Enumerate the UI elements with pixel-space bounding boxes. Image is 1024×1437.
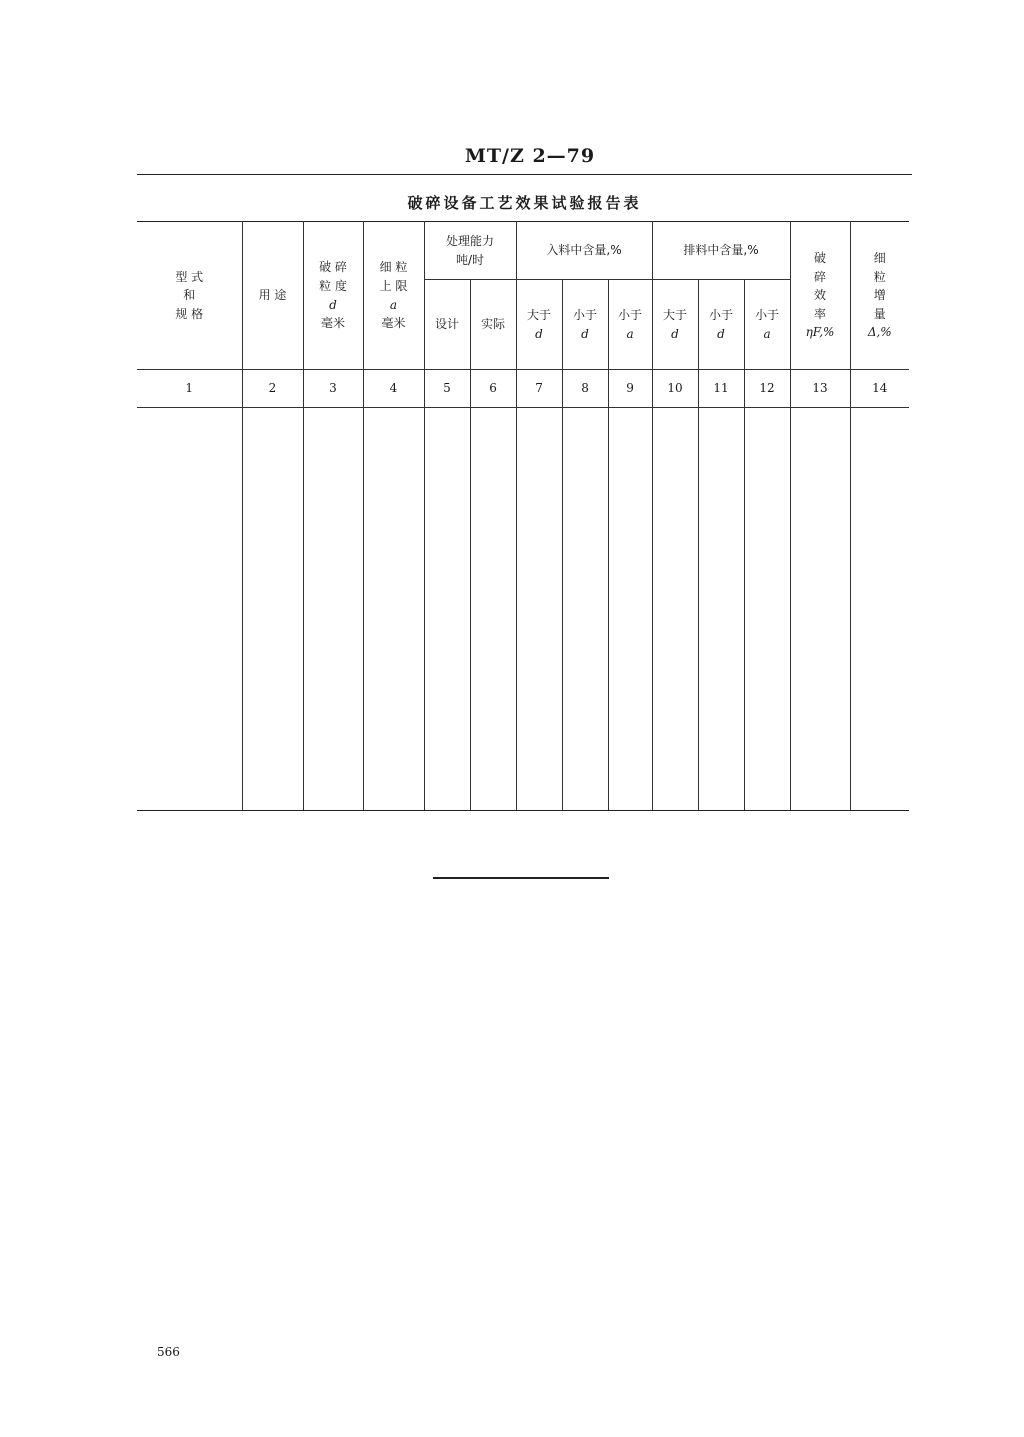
empty-cell	[850, 408, 909, 811]
symbol-d: d	[717, 326, 725, 341]
discharge-lt-a	[744, 280, 790, 370]
symbol-d: d	[535, 326, 543, 341]
header-feed-content	[516, 222, 652, 280]
report-table	[137, 221, 909, 811]
lt-label: 小于	[709, 307, 734, 322]
column-number: 5	[424, 370, 470, 408]
symbol-a: a	[763, 326, 771, 341]
lt-label: 小于	[618, 307, 643, 322]
column-number: 14	[850, 370, 909, 408]
feed-gt-d	[516, 280, 562, 370]
discharge-content-label: 排料中含量,%	[683, 243, 759, 258]
empty-cell	[516, 408, 562, 811]
empty-cell	[424, 408, 470, 811]
table-title: 破碎设备工艺效果试验报告表	[407, 194, 642, 212]
symbol-a: a	[389, 297, 398, 312]
header-fines-limit	[363, 222, 424, 370]
actual-label: 实际	[481, 317, 506, 332]
header-capacity	[424, 222, 516, 280]
column-number: 6	[470, 370, 516, 408]
feed-lt-a	[608, 280, 652, 370]
symbol-delta: Δ,%	[867, 325, 892, 340]
empty-cell	[562, 408, 608, 811]
column-number: 4	[363, 370, 424, 408]
crush-label: 破 碎	[319, 260, 347, 275]
char: 碎	[814, 269, 827, 284]
symbol-d: d	[581, 326, 589, 341]
feed-content-label: 入料中含量,%	[546, 243, 622, 258]
column-number: 12	[744, 370, 790, 408]
upper-limit-label: 上 限	[379, 278, 408, 293]
char: 粒	[873, 269, 886, 284]
gt-label: 大于	[663, 307, 688, 322]
discharge-lt-d	[698, 280, 744, 370]
header-design	[424, 280, 470, 370]
unit-mm: 毫米	[381, 316, 406, 331]
gt-label: 大于	[527, 307, 552, 322]
feed-lt-d	[562, 280, 608, 370]
header-crush-size	[303, 222, 363, 370]
lt-label: 小于	[573, 307, 598, 322]
header-fines-increase	[850, 222, 909, 370]
char: 增	[873, 288, 886, 303]
design-label: 设计	[434, 317, 459, 332]
data-entry-row	[137, 408, 909, 811]
char: 破	[814, 251, 827, 266]
column-number-row	[137, 370, 909, 408]
symbol-a: a	[626, 326, 634, 341]
header-discharge-content	[652, 222, 790, 280]
empty-cell	[790, 408, 850, 811]
usage-label: 用 途	[258, 288, 287, 303]
empty-cell	[242, 408, 303, 811]
column-number: 3	[303, 370, 363, 408]
column-number: 2	[242, 370, 303, 408]
header-actual	[470, 280, 516, 370]
empty-cell	[470, 408, 516, 811]
column-number: 1	[137, 370, 242, 408]
column-number: 8	[562, 370, 608, 408]
empty-cell	[303, 408, 363, 811]
empty-cell	[698, 408, 744, 811]
column-number: 9	[608, 370, 652, 408]
page-number: 566	[157, 1345, 180, 1359]
column-number: 10	[652, 370, 698, 408]
lt-label: 小于	[755, 307, 780, 322]
size-label: 粒 度	[319, 278, 347, 293]
spec-label: 规 格	[175, 306, 204, 321]
symbol-d: d	[329, 297, 337, 312]
discharge-gt-d	[652, 280, 698, 370]
column-number: 11	[698, 370, 744, 408]
symbol-eta: ηF,%	[805, 325, 835, 340]
symbol-d: d	[671, 326, 679, 341]
char: 细	[873, 251, 886, 266]
fines-label: 细 粒	[379, 260, 408, 275]
empty-cell	[652, 408, 698, 811]
document-code: MT/Z 2—79	[464, 145, 596, 167]
header-usage	[242, 222, 303, 370]
empty-cell	[744, 408, 790, 811]
capacity-label: 处理能力	[446, 233, 495, 248]
unit-mm: 毫米	[320, 316, 345, 331]
header-type-spec	[137, 222, 242, 370]
end-rule	[433, 877, 609, 879]
empty-cell	[608, 408, 652, 811]
and-label: 和	[183, 288, 196, 303]
empty-cell	[137, 408, 242, 811]
char: 量	[873, 306, 886, 321]
column-number: 13	[790, 370, 850, 408]
capacity-unit: 吨/时	[455, 252, 485, 267]
empty-cell	[363, 408, 424, 811]
type-label: 型 式	[175, 269, 204, 284]
header-rule	[137, 174, 912, 175]
header-crush-efficiency	[790, 222, 850, 370]
column-number: 7	[516, 370, 562, 408]
char: 率	[814, 306, 827, 321]
char: 效	[814, 288, 827, 303]
